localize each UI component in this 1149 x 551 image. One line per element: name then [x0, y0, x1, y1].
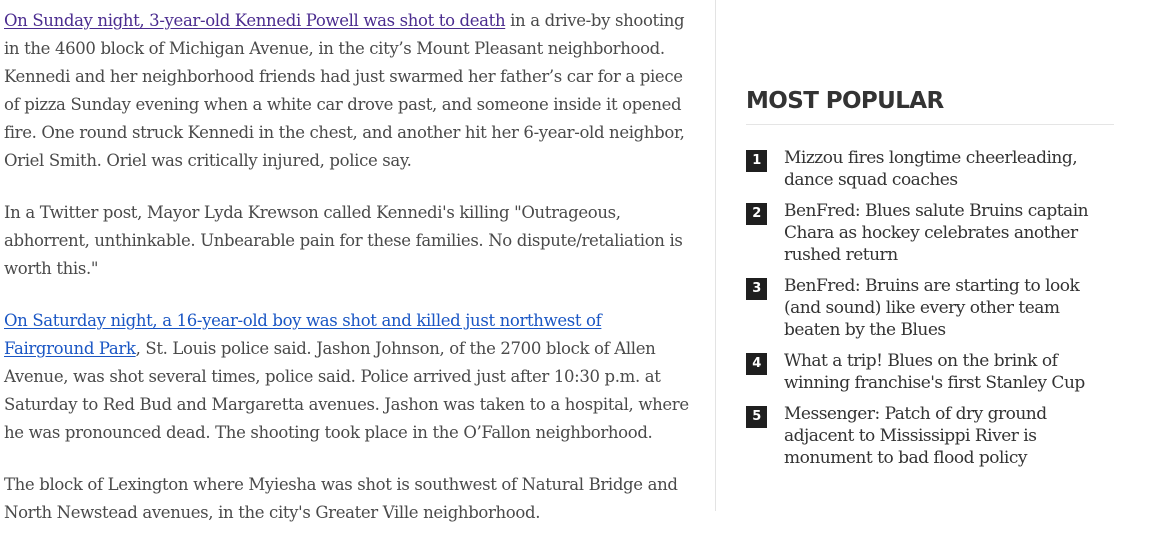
- article-body: [4, 7, 694, 551]
- rank-badge: 2: [746, 203, 767, 225]
- article-paragraph: [4, 471, 694, 527]
- most-popular-item[interactable]: [746, 147, 1114, 191]
- rank-badge: 3: [746, 278, 767, 300]
- rank-badge: 4: [746, 353, 767, 375]
- most-popular-heading: MOST POPULAR: [746, 86, 1114, 125]
- most-popular-title[interactable]: Mizzou fires longtime cheerleading, dance squad coaches: [784, 148, 1078, 190]
- most-popular-list: [746, 147, 1114, 469]
- most-popular-item[interactable]: [746, 200, 1114, 266]
- column-divider: [715, 0, 716, 511]
- article-text: In a Twitter post, Mayor Lyda Krewson called Kennedi's killing "Outrageous, abhorrent, unthinkable. Unbearable pain for these families. No dispute/retaliation is worth this.": [4, 203, 683, 278]
- most-popular-title[interactable]: Messenger: Patch of dry ground adjacent to Mississippi River is monument to bad flood policy: [784, 404, 1047, 468]
- most-popular-title[interactable]: BenFred: Bruins are starting to look (and sound) like every other team beaten by the Blues: [784, 276, 1080, 340]
- article-text: , St. Louis police said. Jashon Johnson, of the 2700 block of Allen Avenue, was shot several times, police said. Police arrived just after 10:30 p.m. at Saturday to Red Bud and Margaretta avenues. Jashon was taken to a hospital, where he was pronounced dead. The shooting took place in the O’Fallon neighborhood.: [4, 339, 689, 442]
- most-popular-title[interactable]: What a trip! Blues on the brink of winning franchise's first Stanley Cup: [784, 351, 1085, 393]
- most-popular-title[interactable]: BenFred: Blues salute Bruins captain Chara as hockey celebrates another rushed return: [784, 201, 1089, 265]
- most-popular-item[interactable]: [746, 275, 1114, 341]
- article-paragraph: [4, 307, 694, 447]
- article-link-fairground-park[interactable]: On Saturday night, a 16-year-old boy was shot and killed just northwest of Fairground Park: [4, 311, 602, 358]
- most-popular-sidebar: [746, 86, 1114, 478]
- rank-badge: 5: [746, 406, 767, 428]
- article-text: in a drive-by shooting in the 4600 block of Michigan Avenue, in the city’s Mount Pleasant neighborhood. Kennedi and her neighborhood friends had just swarmed her father’s car for a piece of pizza Sunday evening when a white car drove past, and someone inside it opened fire. One round struck Kennedi in the chest, and another hit her 6-year-old neighbor, Oriel Smith. Oriel was critically injured, police say.: [4, 11, 685, 170]
- most-popular-item[interactable]: [746, 403, 1114, 469]
- article-paragraph: [4, 199, 694, 283]
- article-text: The block of Lexington where Myiesha was shot is southwest of Natural Bridge and North Newstead avenues, in the city's Greater Ville neighborhood.: [4, 475, 678, 522]
- rank-badge: 1: [746, 150, 767, 172]
- article-paragraph: [4, 7, 694, 175]
- most-popular-item[interactable]: [746, 350, 1114, 394]
- article-link-kennedi-powell[interactable]: On Sunday night, 3-year-old Kennedi Powell was shot to death: [4, 11, 506, 30]
